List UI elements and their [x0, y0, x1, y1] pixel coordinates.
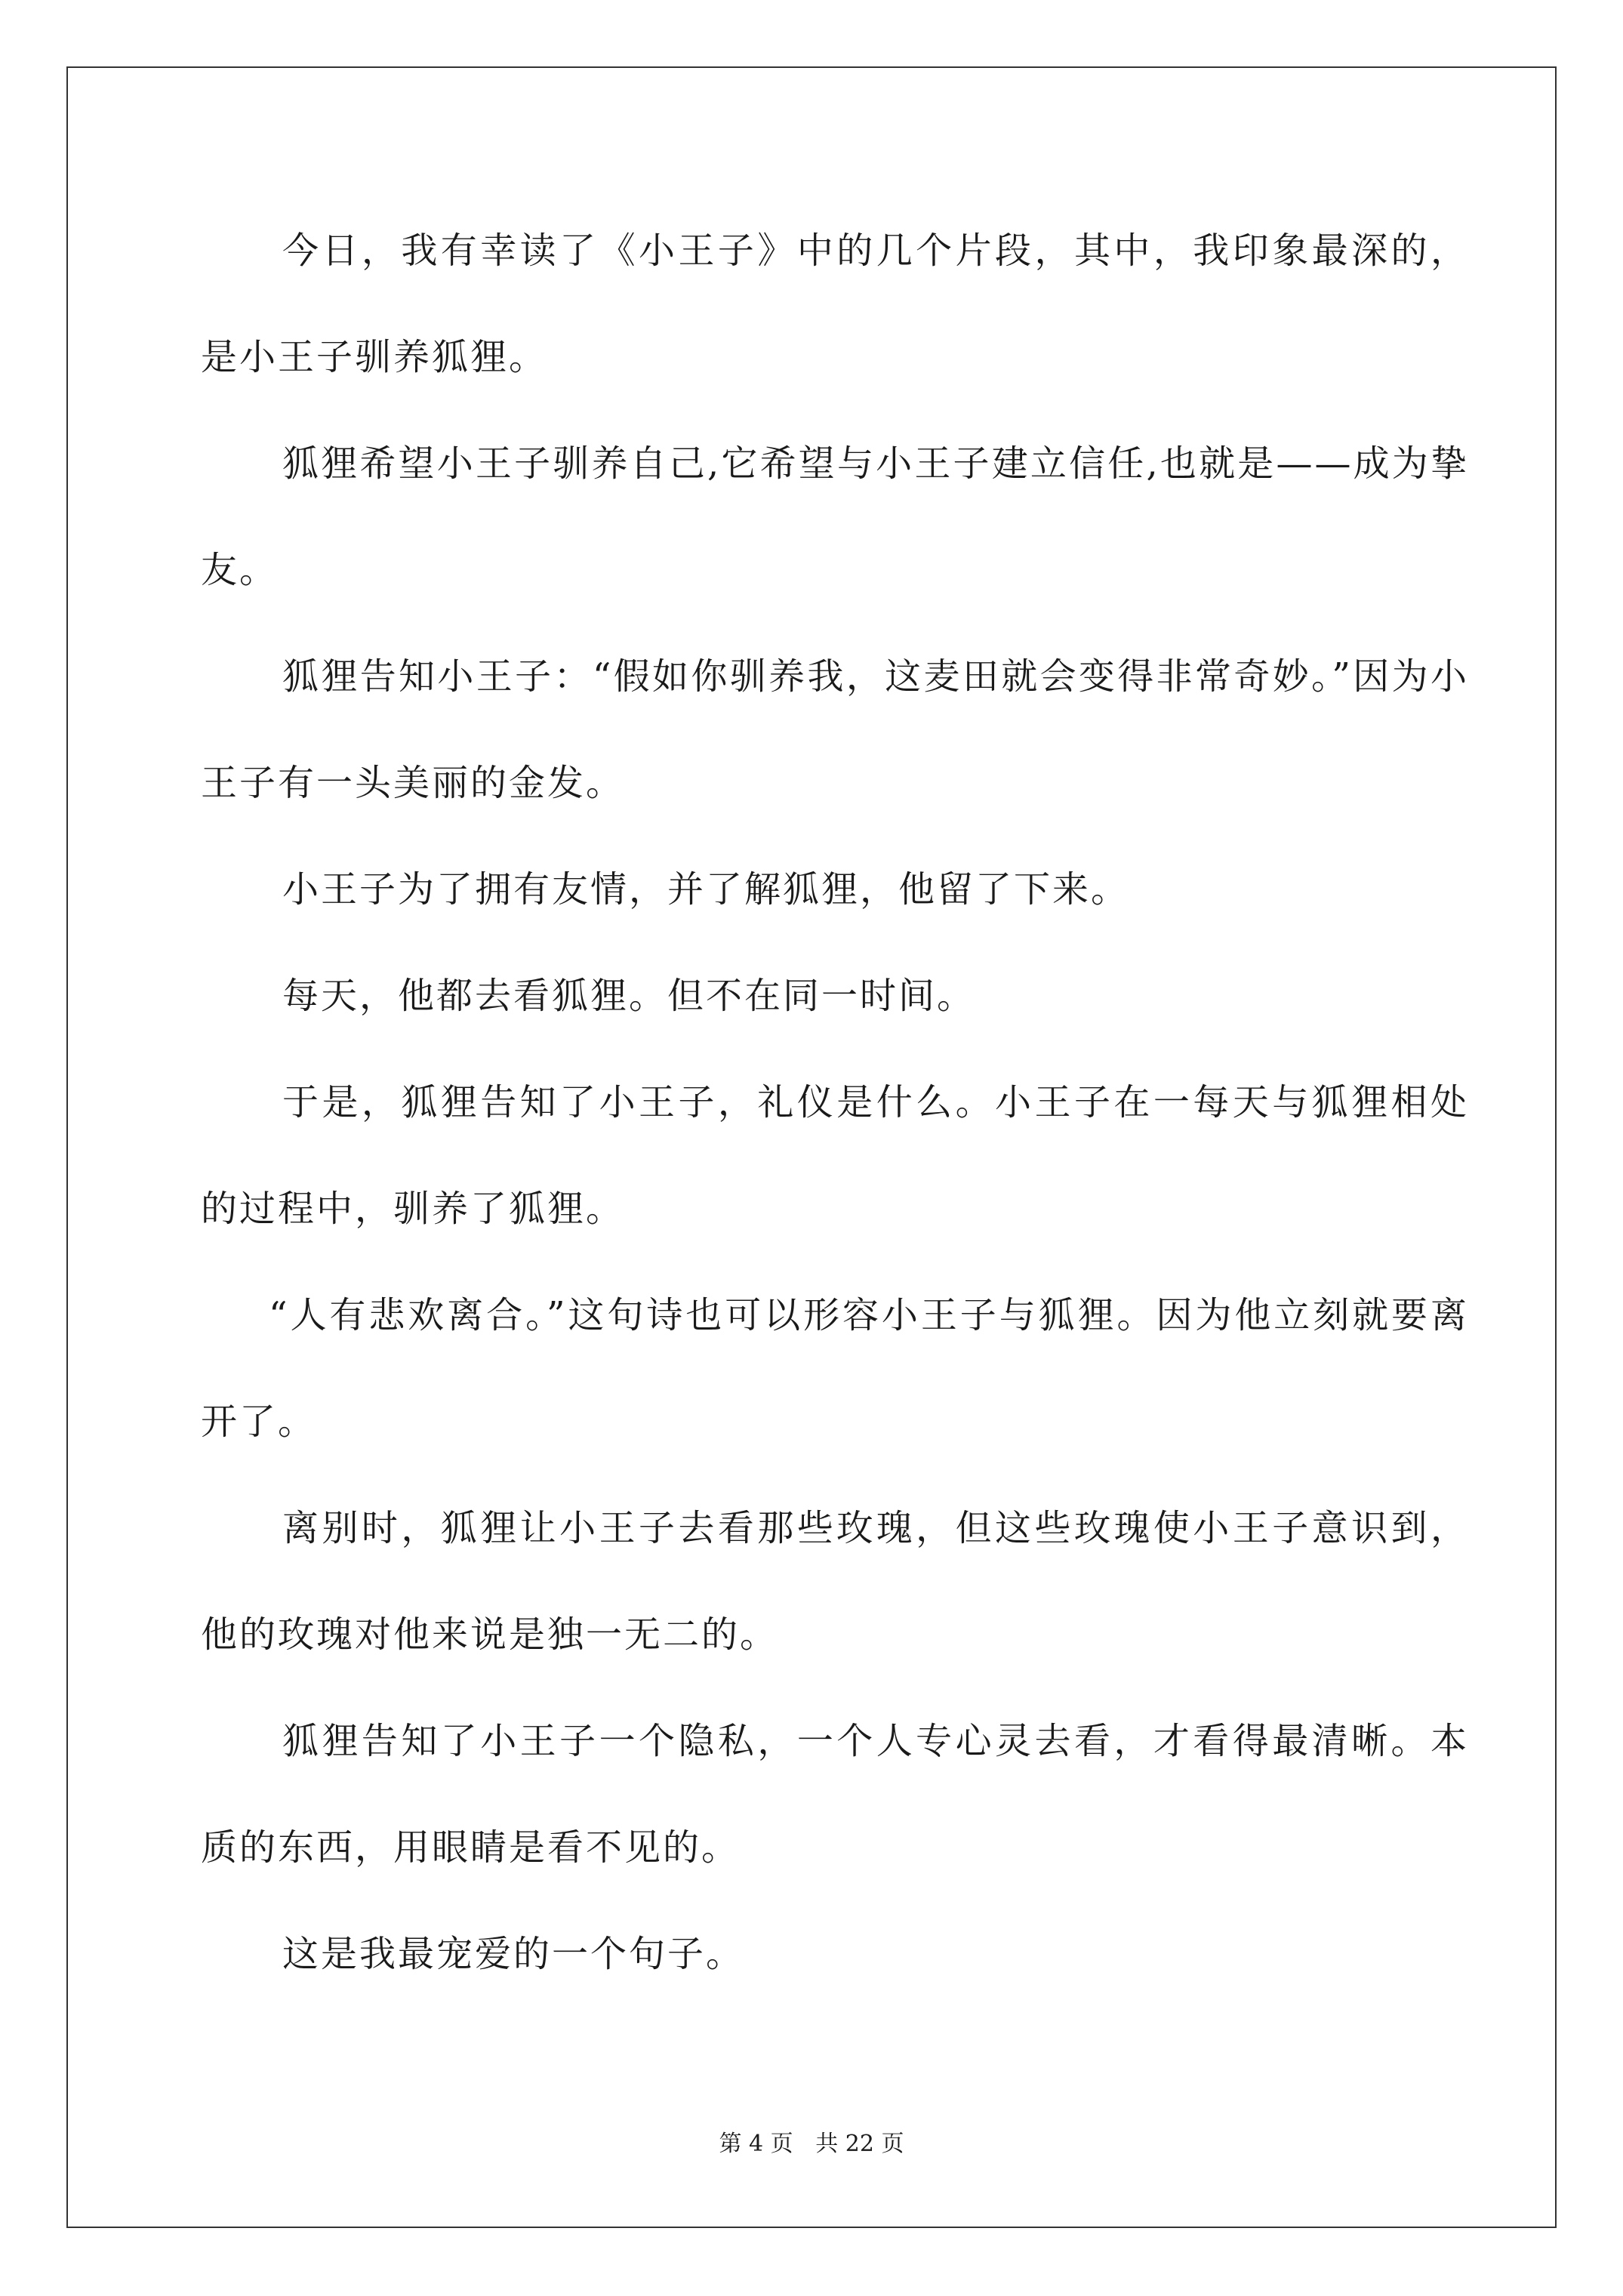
paragraph-7: “人有悲欢离合。”这句诗也可以形容小王子与狐狸。因为他立刻就要离开了。 [201, 1294, 1469, 1443]
paragraph-10: 这是我最宠爱的一个句子。 [282, 1933, 745, 1975]
paragraph-4: 小王子为了拥有友情，并了解狐狸，他留了下来。 [282, 868, 1130, 911]
document-body [201, 198, 1469, 2008]
page-total: 共 22 页 [815, 2131, 904, 2157]
page-number: 第 4 页 [719, 2131, 793, 2157]
paragraph-2: 狐狸希望小王子驯养自己,它希望与小王子建立信任,也就是——成为挚友。 [201, 442, 1469, 591]
paragraph-1: 今日，我有幸读了《小王子》中的几个片段，其中，我印象最深的，是小王子驯养狐狸。 [201, 230, 1469, 378]
paragraph-3: 狐狸告知小王子：“假如你驯养我，这麦田就会变得非常奇妙。”因为小王子有一头美丽的金发。 [201, 655, 1469, 804]
page-footer [0, 2129, 1623, 2159]
paragraph-8: 离别时，狐狸让小王子去看那些玫瑰，但这些玫瑰使小王子意识到，他的玫瑰对他来说是独一无二的。 [201, 1507, 1469, 1656]
paragraph-5: 每天，他都去看狐狸。但不在同一时间。 [282, 975, 976, 1017]
paragraph-6: 于是，狐狸告知了小王子，礼仪是什么。小王子在一每天与狐狸相处的过程中，驯养了狐狸。 [201, 1081, 1469, 1230]
paragraph-9: 狐狸告知了小王子一个隐私，一个人专心灵去看，才看得最清晰。本质的东西，用眼睛是看不见的。 [201, 1720, 1469, 1869]
